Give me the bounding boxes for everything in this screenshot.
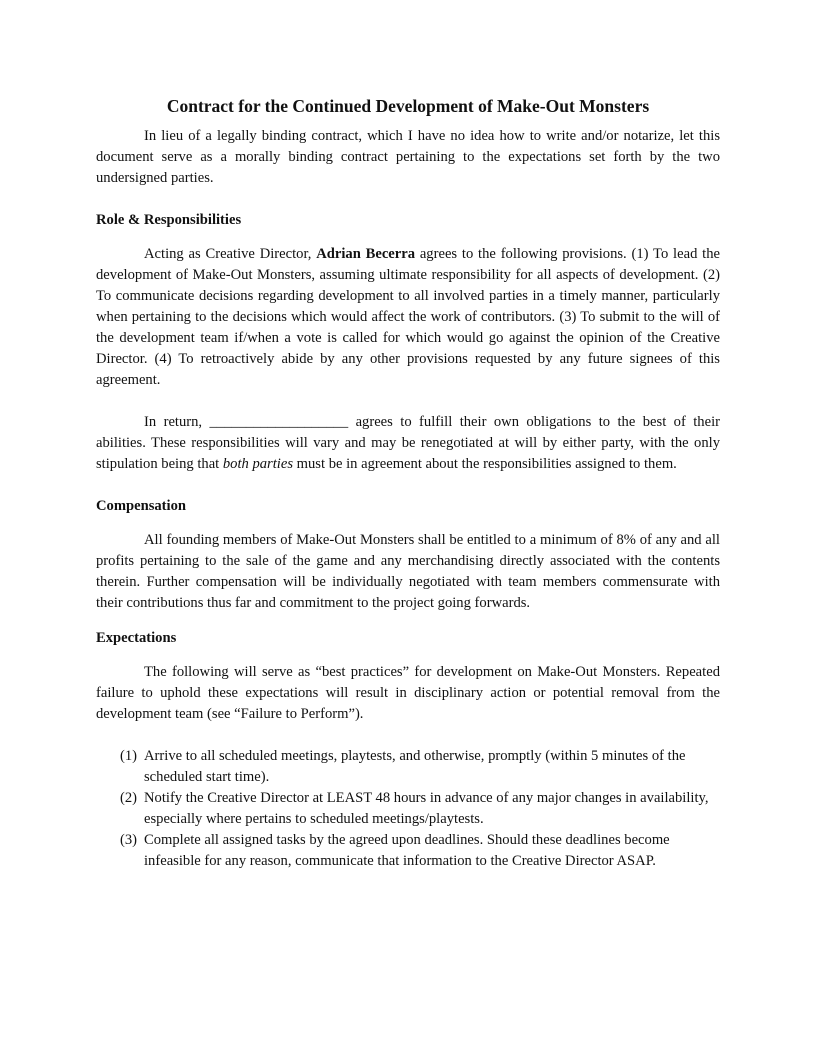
roles-paragraph-2 [96,412,720,475]
expectations-paragraph: The following will serve as “best practices” for development on Make-Out Monsters. Repeated failure to uphold these expectations will result in disciplinary action or potential removal from the development team (see “Failure to Perform”). [96,664,720,722]
compensation-paragraph: All founding members of Make-Out Monsters shall be entitled to a minimum of 8% of any and all profits pertaining to the sale of the game and any merchandising directly associated with the contents therein. Further compensation will be individually negotiated with team members commensurate with their contributions thus far and commitment to the project going forwards. [96,532,720,611]
intro-paragraph: In lieu of a legally binding contract, which I have no idea how to write and/or notarize, let this document serve as a morally binding contract pertaining to the expectations set forth by the two undersigned parties. [96,128,720,186]
roles-p1-before: Acting as Creative Director, [144,246,317,262]
roles-p2-after: must be in agreement about the responsibilities assigned to them. [293,456,677,472]
document-title: Contract for the Continued Development of Make-Out Monsters [166,96,650,116]
roles-paragraph-1 [96,244,720,391]
both-parties-emphasis: both parties [222,456,294,472]
list-item-number: (1) [120,748,138,764]
list-item-text: Complete all assigned tasks by the agreed upon deadlines. Should these deadlines become infeasible for any reason, communicate that information to the Creative Director ASAP. [144,832,670,869]
roles-p2-before: In return, ___________________ agrees to fulfill their own obligations to the best of their abilities. These responsibilities will vary and may be renegotiated at will by either party, with the only stipulation being that [96,414,720,472]
compensation-heading: Compensation [96,498,187,514]
roles-heading: Role & Responsibilities [96,212,242,228]
document-page [96,94,720,872]
list-item-number: (3) [120,832,138,848]
creative-director-name: Adrian Becerra [316,246,416,262]
list-item [96,788,720,830]
expectations-list [96,746,720,872]
list-item [96,746,720,788]
list-item-number: (2) [120,790,138,806]
list-item [96,830,720,872]
list-item-text: Arrive to all scheduled meetings, playtests, and otherwise, promptly (within 5 minutes of the scheduled start time). [144,748,686,785]
list-item-text: Notify the Creative Director at LEAST 48 hours in advance of any major changes in availability, especially where pertains to scheduled meetings/playtests. [144,790,709,827]
expectations-heading: Expectations [96,630,177,646]
roles-p1-after: agrees to the following provisions. (1) To lead the development of Make-Out Monsters, assuming ultimate responsibility for all aspects of development. (2) To communicate decisions regarding development to all involved parties in a timely manner, particularly when pertaining to the decisions which would affect the work of contributors. (3) To submit to the will of the development team if/when a vote is called for which would go against the opinion of the Creative Director. (4) To retroactively abide by any other provisions requested by any future signees of this agreement. [96,246,720,388]
